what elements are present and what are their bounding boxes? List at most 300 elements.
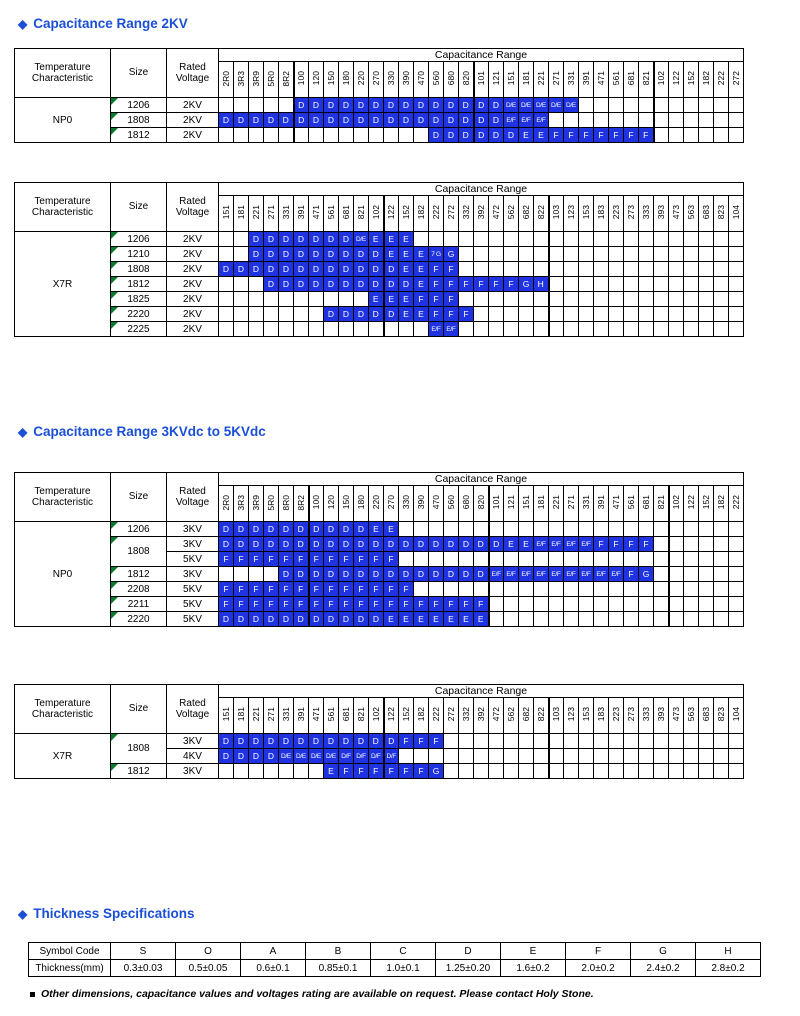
cap-cell-empty xyxy=(669,597,684,612)
cap-cell: F xyxy=(234,552,249,567)
cap-cell: F xyxy=(369,764,384,779)
cap-cell: F xyxy=(429,292,444,307)
table-row xyxy=(15,307,744,322)
cap-cell: D xyxy=(384,307,399,322)
cap-cell: D xyxy=(369,537,384,552)
code-header-102: 102 xyxy=(369,196,384,232)
cap-cell: D xyxy=(429,537,444,552)
cell-size: 1206 xyxy=(111,522,167,537)
cap-cell-empty xyxy=(624,277,639,292)
cap-cell: D xyxy=(264,232,279,247)
cap-cell: D xyxy=(309,232,324,247)
code-header-820: 820 xyxy=(459,62,474,98)
cap-cell-empty xyxy=(699,247,714,262)
code-header-102: 102 xyxy=(654,62,669,98)
cap-cell-empty xyxy=(609,307,624,322)
code-header-123: 123 xyxy=(564,698,579,734)
table-thickness-wrapper xyxy=(28,942,761,977)
cap-cell: D xyxy=(309,537,324,552)
cap-cell-empty xyxy=(519,232,534,247)
cap-cell: F xyxy=(429,597,444,612)
cap-cell-empty xyxy=(504,597,519,612)
cap-cell-empty xyxy=(684,582,699,597)
cap-cell: F xyxy=(639,128,654,143)
corner-marker-icon xyxy=(111,734,118,741)
code-header-222: 222 xyxy=(429,698,444,734)
cap-cell-empty xyxy=(534,307,549,322)
code-header-822: 822 xyxy=(534,698,549,734)
cap-cell: D xyxy=(369,113,384,128)
cap-cell-empty xyxy=(474,582,489,597)
cap-cell: D xyxy=(324,247,339,262)
cap-cell-empty xyxy=(624,764,639,779)
cap-cell-empty xyxy=(474,764,489,779)
cap-cell-empty xyxy=(294,128,309,143)
cap-cell-empty xyxy=(699,277,714,292)
cap-cell: F xyxy=(489,277,504,292)
cap-cell: F xyxy=(354,764,369,779)
cap-cell-empty xyxy=(654,582,669,597)
cap-cell: D xyxy=(234,113,249,128)
cap-cell: D xyxy=(324,277,339,292)
cap-cell: D xyxy=(429,98,444,113)
cap-cell: F xyxy=(219,597,234,612)
cap-cell-empty xyxy=(339,322,354,337)
cap-cell-empty xyxy=(639,113,654,128)
cap-cell: D xyxy=(459,128,474,143)
cell-rated-voltage: 2KV xyxy=(167,98,219,113)
cap-cell-empty xyxy=(534,734,549,749)
cap-cell-empty xyxy=(624,292,639,307)
code-header-270: 270 xyxy=(384,486,399,522)
cell-size: 1812 xyxy=(111,128,167,143)
cap-cell: F xyxy=(384,582,399,597)
cap-cell-empty xyxy=(579,247,594,262)
cap-cell-empty xyxy=(654,749,669,764)
code-header-8R0: 8R0 xyxy=(279,486,294,522)
cap-cell: D xyxy=(474,567,489,582)
cap-cell: D xyxy=(369,734,384,749)
code-header-153: 153 xyxy=(579,196,594,232)
cap-cell: D xyxy=(339,567,354,582)
cap-cell: D xyxy=(249,734,264,749)
cap-cell-empty xyxy=(564,307,579,322)
cap-cell: D xyxy=(234,612,249,627)
cap-cell-empty xyxy=(249,764,264,779)
code-header-562: 562 xyxy=(504,196,519,232)
code-header-390: 390 xyxy=(399,62,414,98)
cell-rated-voltage: 2KV xyxy=(167,113,219,128)
cap-cell: D xyxy=(294,113,309,128)
cap-cell-empty xyxy=(444,734,459,749)
cap-cell-empty xyxy=(534,764,549,779)
cell-size: 2220 xyxy=(111,307,167,322)
cap-cell: D xyxy=(279,522,294,537)
cap-cell: D xyxy=(279,247,294,262)
cap-cell-empty xyxy=(549,247,564,262)
cap-cell-empty xyxy=(504,322,519,337)
cap-cell-empty xyxy=(549,322,564,337)
cap-cell-empty xyxy=(579,262,594,277)
cap-cell: D xyxy=(414,113,429,128)
cap-cell: D xyxy=(219,612,234,627)
cell-rated-voltage: 2KV xyxy=(167,307,219,322)
cap-cell-empty xyxy=(699,567,714,582)
cap-cell: F xyxy=(549,128,564,143)
cap-cell-empty xyxy=(684,232,699,247)
cap-cell-empty xyxy=(729,597,744,612)
cap-cell-empty xyxy=(414,582,429,597)
cap-cell: D xyxy=(399,113,414,128)
cap-cell: F xyxy=(339,552,354,567)
cap-cell-empty xyxy=(564,262,579,277)
cap-cell-empty xyxy=(654,522,669,537)
code-header-680: 680 xyxy=(444,62,459,98)
cell-temperature-characteristic: NP0 xyxy=(15,98,111,143)
cap-cell: E/F xyxy=(549,537,564,552)
cap-cell-empty xyxy=(699,612,714,627)
cap-cell-empty xyxy=(309,307,324,322)
cap-cell: D xyxy=(384,277,399,292)
cell-rated-voltage: 2KV xyxy=(167,247,219,262)
code-header-680: 680 xyxy=(459,486,474,522)
cap-cell-empty xyxy=(699,128,714,143)
code-header-150: 150 xyxy=(324,62,339,98)
cap-cell-empty xyxy=(609,262,624,277)
cap-cell: D xyxy=(309,247,324,262)
cap-cell: D xyxy=(339,537,354,552)
cap-cell: D xyxy=(264,537,279,552)
cap-cell: D xyxy=(474,113,489,128)
cell-rated-voltage: 5KV xyxy=(167,597,219,612)
cap-cell-empty xyxy=(669,582,684,597)
code-header-121: 121 xyxy=(489,62,504,98)
cap-cell-empty xyxy=(549,612,564,627)
cap-cell: E xyxy=(414,262,429,277)
cap-cell-empty xyxy=(624,522,639,537)
code-header-151: 151 xyxy=(504,62,519,98)
cap-cell-empty xyxy=(729,113,744,128)
thickness-value: 2.0±0.2 xyxy=(566,960,631,977)
corner-marker-icon xyxy=(111,567,118,574)
cap-cell-empty xyxy=(609,277,624,292)
table-header-row xyxy=(15,49,744,62)
cap-cell: F xyxy=(264,582,279,597)
code-header-222: 222 xyxy=(429,196,444,232)
cell-temperature-characteristic: NP0 xyxy=(15,522,111,627)
cap-cell: F xyxy=(414,597,429,612)
cap-cell: E/F xyxy=(444,322,459,337)
table-np0-3kv xyxy=(14,472,744,627)
cap-cell: D xyxy=(324,232,339,247)
cap-cell: F xyxy=(399,582,414,597)
cap-cell: D/E xyxy=(504,98,519,113)
cap-cell-empty xyxy=(234,128,249,143)
cap-cell-empty xyxy=(684,552,699,567)
table-row xyxy=(15,128,744,143)
cap-cell-empty xyxy=(624,322,639,337)
cap-cell-empty xyxy=(534,232,549,247)
cap-cell: D xyxy=(309,98,324,113)
cap-cell: D xyxy=(339,98,354,113)
cap-cell-empty xyxy=(279,307,294,322)
cap-cell-empty xyxy=(699,322,714,337)
cap-cell-empty xyxy=(219,247,234,262)
code-header-123: 123 xyxy=(564,196,579,232)
cap-cell: E xyxy=(399,292,414,307)
cap-cell: F xyxy=(294,597,309,612)
code-header-390: 390 xyxy=(414,486,429,522)
cap-cell-empty xyxy=(279,322,294,337)
cap-cell: D xyxy=(309,612,324,627)
cap-cell: F xyxy=(609,537,624,552)
code-header-681: 681 xyxy=(624,62,639,98)
cap-cell-empty xyxy=(564,582,579,597)
cap-cell-empty xyxy=(549,734,564,749)
cap-cell-empty xyxy=(729,612,744,627)
cap-cell-empty xyxy=(489,322,504,337)
cap-cell-empty xyxy=(534,322,549,337)
cap-cell-empty xyxy=(654,537,669,552)
header-capacitance-range: Capacitance Range xyxy=(219,183,744,196)
corner-marker-icon xyxy=(111,292,118,299)
table-row xyxy=(15,567,744,582)
cap-cell: E/F xyxy=(519,567,534,582)
cap-cell: 7 G xyxy=(429,247,444,262)
cap-cell: D xyxy=(474,128,489,143)
cap-cell-empty xyxy=(564,749,579,764)
code-header-102: 102 xyxy=(369,698,384,734)
code-header-150: 150 xyxy=(339,486,354,522)
cap-cell: E xyxy=(429,612,444,627)
header-capacitance-range: Capacitance Range xyxy=(219,49,744,62)
cell-rated-voltage: 2KV xyxy=(167,128,219,143)
cap-cell-empty xyxy=(504,582,519,597)
cap-cell-empty xyxy=(219,567,234,582)
cap-cell-empty xyxy=(609,113,624,128)
cap-cell-empty xyxy=(594,262,609,277)
cap-cell-empty xyxy=(564,612,579,627)
cap-cell-empty xyxy=(624,749,639,764)
code-header-392: 392 xyxy=(474,698,489,734)
cap-cell: D xyxy=(279,537,294,552)
cap-cell: D xyxy=(384,262,399,277)
cap-cell-empty xyxy=(534,597,549,612)
cap-cell-empty xyxy=(699,522,714,537)
cell-size: 1206 xyxy=(111,232,167,247)
cell-rated-voltage: 2KV xyxy=(167,292,219,307)
code-header-561: 561 xyxy=(324,698,339,734)
code-header-221: 221 xyxy=(249,196,264,232)
cap-cell: F xyxy=(459,307,474,322)
cap-cell: D xyxy=(429,113,444,128)
cap-cell-empty xyxy=(489,552,504,567)
cap-cell-empty xyxy=(654,307,669,322)
cap-cell: E/F xyxy=(504,113,519,128)
cap-cell-empty xyxy=(579,764,594,779)
code-header-821: 821 xyxy=(354,698,369,734)
cap-cell: D xyxy=(369,567,384,582)
table-np0-3kv-wrapper xyxy=(14,472,744,627)
code-header-391: 391 xyxy=(294,698,309,734)
code-header-151: 151 xyxy=(219,196,234,232)
cap-cell-empty xyxy=(729,582,744,597)
cap-cell: D xyxy=(399,98,414,113)
cap-cell: D xyxy=(324,567,339,582)
code-header-100: 100 xyxy=(294,62,309,98)
cap-cell: D xyxy=(264,113,279,128)
cap-cell: E xyxy=(459,612,474,627)
code-header-2R0: 2R0 xyxy=(219,62,234,98)
cap-cell: D xyxy=(399,567,414,582)
thickness-value: 2.4±0.2 xyxy=(631,960,696,977)
cap-cell: F xyxy=(219,552,234,567)
cap-cell: E xyxy=(534,128,549,143)
code-header-120: 120 xyxy=(309,62,324,98)
cap-cell: F xyxy=(474,277,489,292)
code-header-104: 104 xyxy=(729,698,744,734)
code-header-393: 393 xyxy=(654,698,669,734)
cap-cell-empty xyxy=(684,277,699,292)
cap-cell-empty xyxy=(684,749,699,764)
cap-cell: E/F xyxy=(579,567,594,582)
cap-cell-empty xyxy=(714,98,729,113)
cap-cell-empty xyxy=(609,98,624,113)
cap-cell-empty xyxy=(684,597,699,612)
cap-cell-empty xyxy=(699,764,714,779)
cap-cell-empty xyxy=(639,522,654,537)
cap-cell: D xyxy=(279,277,294,292)
corner-marker-icon xyxy=(111,307,118,314)
code-header-682: 682 xyxy=(519,196,534,232)
cap-cell: D xyxy=(249,262,264,277)
cap-cell: F xyxy=(564,128,579,143)
code-header-561: 561 xyxy=(324,196,339,232)
cap-cell-empty xyxy=(234,764,249,779)
cap-cell-empty xyxy=(474,247,489,262)
cap-cell-empty xyxy=(714,262,729,277)
cap-cell-empty xyxy=(594,277,609,292)
code-header-473: 473 xyxy=(669,196,684,232)
cap-cell-empty xyxy=(519,247,534,262)
cap-cell-empty xyxy=(414,522,429,537)
cap-cell-empty xyxy=(519,552,534,567)
cap-cell: D xyxy=(324,522,339,537)
cap-cell-empty xyxy=(459,749,474,764)
cap-cell: D xyxy=(414,98,429,113)
code-header-100: 100 xyxy=(309,486,324,522)
cell-size: 2211 xyxy=(111,597,167,612)
code-header-182: 182 xyxy=(699,62,714,98)
cap-cell-empty xyxy=(639,764,654,779)
cap-cell: D xyxy=(249,232,264,247)
cap-cell-empty xyxy=(504,734,519,749)
cap-cell-empty xyxy=(654,322,669,337)
cap-cell: D xyxy=(279,232,294,247)
cap-cell-empty xyxy=(534,612,549,627)
cap-cell-empty xyxy=(429,232,444,247)
cap-cell: D xyxy=(339,277,354,292)
cap-cell: E xyxy=(444,612,459,627)
cap-cell: D xyxy=(489,113,504,128)
cap-cell-empty xyxy=(489,764,504,779)
cap-cell: F xyxy=(369,597,384,612)
cap-cell: D xyxy=(459,567,474,582)
cap-cell: D xyxy=(369,98,384,113)
code-header-103: 103 xyxy=(549,698,564,734)
table-row xyxy=(15,98,744,113)
cap-cell-empty xyxy=(489,734,504,749)
cap-cell-empty xyxy=(459,734,474,749)
cap-cell-empty xyxy=(729,567,744,582)
code-header-120: 120 xyxy=(324,486,339,522)
cap-cell-empty xyxy=(474,734,489,749)
cap-cell-empty xyxy=(639,292,654,307)
cap-cell: F xyxy=(339,582,354,597)
cap-cell-empty xyxy=(489,247,504,262)
cap-cell-empty xyxy=(474,749,489,764)
cap-cell: E xyxy=(369,522,384,537)
code-header-3R3: 3R3 xyxy=(234,62,249,98)
cap-cell-empty xyxy=(669,232,684,247)
cap-cell: D xyxy=(504,128,519,143)
code-header-271: 271 xyxy=(264,698,279,734)
code-header-471: 471 xyxy=(594,62,609,98)
cap-cell-empty xyxy=(384,128,399,143)
footnote: Other dimensions, capacitance values and voltages rating are available on request. Please contact Holy Stone. xyxy=(30,988,594,1000)
cap-cell-empty xyxy=(729,552,744,567)
code-header-2R0: 2R0 xyxy=(219,486,234,522)
cap-cell-empty xyxy=(684,522,699,537)
cap-cell: D xyxy=(249,749,264,764)
cap-cell: F xyxy=(354,582,369,597)
cap-cell-empty xyxy=(579,522,594,537)
cap-cell: E xyxy=(504,537,519,552)
cap-cell-empty xyxy=(579,612,594,627)
corner-marker-icon xyxy=(111,522,118,529)
cap-cell-empty xyxy=(729,734,744,749)
cap-cell: D xyxy=(474,537,489,552)
cap-cell: D xyxy=(249,612,264,627)
cap-cell-empty xyxy=(459,522,474,537)
code-header-151: 151 xyxy=(219,698,234,734)
cap-cell: D xyxy=(249,247,264,262)
table-x7r-3kv xyxy=(14,684,744,779)
code-header-222: 222 xyxy=(729,486,744,522)
bullet-square-icon xyxy=(30,992,35,997)
cell-temperature-characteristic: X7R xyxy=(15,734,111,779)
code-header-5R0: 5R0 xyxy=(264,486,279,522)
code-header-471: 471 xyxy=(609,486,624,522)
cap-cell-empty xyxy=(624,734,639,749)
cap-cell-empty xyxy=(609,322,624,337)
header-rated-voltage: Rated Voltage xyxy=(167,49,219,98)
header-temperature-characteristic: Temperature Characteristic xyxy=(15,473,111,522)
cap-cell-empty xyxy=(324,292,339,307)
cap-cell-empty xyxy=(489,522,504,537)
cap-cell-empty xyxy=(564,322,579,337)
code-header-8R2: 8R2 xyxy=(294,486,309,522)
cap-cell-empty xyxy=(444,749,459,764)
cap-cell-empty xyxy=(594,98,609,113)
cap-cell-empty xyxy=(549,552,564,567)
cap-cell-empty xyxy=(504,307,519,322)
cap-cell: D xyxy=(324,612,339,627)
cap-cell: D xyxy=(219,749,234,764)
cap-cell: D xyxy=(369,262,384,277)
cap-cell: F xyxy=(444,597,459,612)
cap-cell: G xyxy=(519,277,534,292)
